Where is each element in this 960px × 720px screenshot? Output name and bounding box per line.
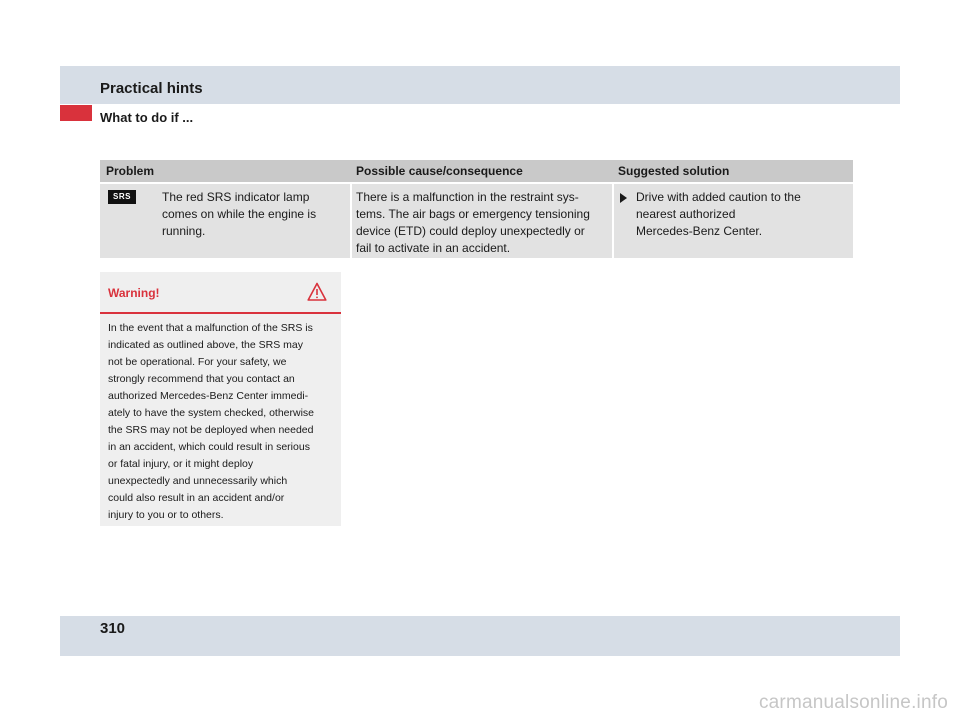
warning-line: or fatal injury, or it might deploy bbox=[108, 458, 254, 470]
warning-text bbox=[100, 314, 341, 524]
warning-line: could also result in an accident and/or bbox=[108, 492, 285, 504]
cause-line: device (ETD) could deploy unexpectedly or bbox=[356, 224, 585, 238]
warning-box bbox=[100, 272, 341, 526]
page-number: 310 bbox=[100, 620, 126, 637]
warning-line: injury to you or to others. bbox=[108, 509, 224, 521]
warning-line: indicated as outlined above, the SRS may bbox=[108, 339, 303, 351]
warning-line: unexpectedly and unnecessarily which bbox=[108, 475, 288, 487]
solution-cell bbox=[614, 184, 853, 258]
subsection-title: What to do if ... bbox=[100, 110, 194, 125]
warning-line: in an accident, which could result in serious bbox=[108, 441, 310, 453]
table-row bbox=[100, 182, 853, 258]
warning-line: ately to have the system checked, otherwise bbox=[108, 407, 315, 419]
solution-line: nearest authorized bbox=[636, 207, 736, 221]
bullet-arrow-icon bbox=[620, 193, 627, 203]
warning-title: Warning! bbox=[108, 286, 160, 300]
column-header-solution: Suggested solution bbox=[618, 164, 730, 178]
cause-cell bbox=[352, 184, 614, 258]
warning-line: not be operational. For your safety, we bbox=[108, 356, 287, 368]
warning-triangle-icon bbox=[307, 282, 327, 302]
problem-cell bbox=[100, 184, 352, 258]
warning-line: strongly recommend that you contact an bbox=[108, 373, 295, 385]
footer-band bbox=[60, 616, 900, 656]
column-header-cause: Possible cause/consequence bbox=[356, 164, 523, 178]
warning-line: the SRS may not be deployed when needed bbox=[108, 424, 314, 436]
warning-header bbox=[100, 272, 341, 314]
section-marker bbox=[60, 105, 92, 121]
solution-line: Drive with added caution to the bbox=[636, 190, 801, 204]
watermark: carmanualsonline.info bbox=[758, 692, 948, 713]
cause-line: There is a malfunction in the restraint sys- bbox=[356, 190, 579, 204]
warning-line: In the event that a malfunction of the SRS is bbox=[108, 322, 313, 334]
cause-line: tems. The air bags or emergency tensioning bbox=[356, 207, 590, 221]
table-header-row bbox=[100, 160, 853, 182]
warning-line: authorized Mercedes-Benz Center immedi- bbox=[108, 390, 309, 402]
problem-text: The red SRS indicator lamp comes on while the engine is running. bbox=[162, 190, 317, 238]
column-header-problem: Problem bbox=[106, 164, 155, 178]
section-title: Practical hints bbox=[100, 80, 203, 97]
troubleshooting-table bbox=[100, 160, 853, 258]
srs-indicator-icon: SRS bbox=[108, 190, 136, 204]
cause-line: fail to activate in an accident. bbox=[356, 241, 511, 255]
solution-line: Mercedes-Benz Center. bbox=[636, 224, 763, 238]
